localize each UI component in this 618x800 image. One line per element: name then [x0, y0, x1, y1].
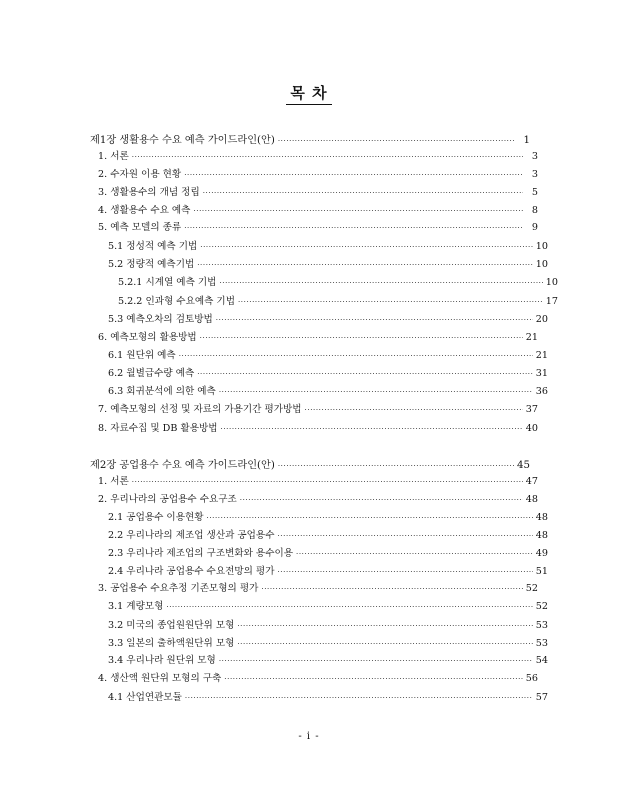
toc-leader-dots: [203, 189, 523, 197]
toc-leader-dots: [240, 496, 523, 504]
toc-entry-label: 3.1 계량모형: [108, 601, 164, 612]
toc-entry-label: 6.1 원단위 예측: [108, 350, 176, 361]
toc-page-number: 9: [531, 222, 538, 233]
toc-page-number: 10: [545, 277, 558, 288]
toc-leader-dots: [238, 298, 543, 306]
toc-entry[interactable]: [90, 689, 548, 707]
toc-entry[interactable]: [90, 580, 538, 598]
toc-leader-dots: [166, 603, 532, 611]
toc-entry-label: 5.1 정성적 예측 기법: [108, 241, 198, 252]
toc-page-number: 5: [531, 187, 538, 198]
toc-page-number: 40: [525, 423, 538, 434]
toc-entry[interactable]: [90, 238, 548, 256]
toc-page-number: 31: [535, 368, 548, 379]
toc-entry[interactable]: [90, 527, 548, 545]
toc-entry-label: 제2장 공업용수 수요 예측 가이드라인(안): [90, 460, 275, 471]
toc-leader-dots: [132, 478, 523, 486]
toc-page-number: 57: [535, 692, 548, 703]
toc-entry-label: 2. 우리나라의 공업용수 수요구조: [98, 494, 237, 505]
toc-entry[interactable]: [90, 365, 548, 383]
toc-entry[interactable]: [90, 509, 548, 527]
toc-leader-dots: [197, 370, 533, 378]
toc-leader-dots: [216, 316, 533, 324]
toc-entry-label: 1. 서론: [98, 151, 129, 162]
toc-entry-label: 3. 생활용수의 개념 정립: [98, 187, 200, 198]
toc-page-number: 56: [525, 673, 538, 684]
toc-entry[interactable]: [90, 311, 548, 329]
toc-leader-dots: [193, 207, 523, 215]
toc-entry[interactable]: [90, 598, 548, 616]
toc-leader-dots: [200, 243, 533, 251]
toc-leader-dots: [305, 406, 523, 414]
toc-entry[interactable]: [90, 383, 548, 401]
toc-page-number: 3: [531, 169, 538, 180]
toc-page-number: 49: [535, 548, 548, 559]
toc-entry[interactable]: [90, 420, 538, 438]
toc-page-number: 10: [535, 259, 548, 270]
toc-entry-label: 4. 생산액 원단위 모형의 구축: [98, 673, 222, 684]
toc-entry-label: 6.3 회귀분석에 의한 예측: [108, 386, 216, 397]
toc-page-number: 53: [535, 620, 548, 631]
toc-page-number: 21: [525, 332, 538, 343]
toc-page-number: 48: [535, 512, 548, 523]
toc-entry[interactable]: [90, 491, 538, 509]
toc-entry[interactable]: [90, 274, 558, 292]
toc-leader-dots: [185, 694, 533, 702]
toc-entry-label: 4. 생활용수 수요 예측: [98, 205, 191, 216]
toc-entry-label: 7. 예측모형의 선정 및 자료의 가용기간 평가방법: [98, 404, 302, 415]
toc-entry-label: 제1장 생활용수 수요 예측 가이드라인(안): [90, 135, 275, 146]
page-title: 목 차: [0, 82, 618, 105]
toc-leader-dots: [184, 171, 523, 179]
toc-leader-dots: [132, 153, 523, 161]
toc-leader-dots: [224, 675, 522, 683]
toc-entry-label: 5.2.2 인과형 수요예측 기법: [118, 296, 235, 307]
toc-page-number: 1: [523, 135, 530, 146]
toc-leader-dots: [219, 388, 533, 396]
toc-leader-dots: [296, 550, 533, 558]
toc-page-number: 3: [531, 151, 538, 162]
toc-entry-label: 5.2 정량적 예측기법: [108, 259, 195, 270]
toc-entry[interactable]: [90, 329, 538, 347]
toc-entry-label: 3.2 미국의 종업원원단위 모형: [108, 620, 235, 631]
toc-entry-label: 1. 서론: [98, 476, 129, 487]
toc-chapter-entry[interactable]: [90, 456, 530, 474]
toc-page-number: 51: [535, 566, 548, 577]
toc-page-number: 54: [535, 655, 548, 666]
toc-leader-dots: [179, 352, 533, 360]
toc-entry[interactable]: [90, 148, 538, 166]
toc-leader-dots: [221, 425, 523, 433]
toc-entry[interactable]: [90, 293, 558, 311]
toc-entry[interactable]: [90, 219, 538, 237]
toc-entry-label: 5. 예측 모델의 종류: [98, 222, 182, 233]
toc-entry-label: 2.2 우리나라의 제조업 생산과 공업용수: [108, 530, 275, 541]
toc-entry-label: 3.3 일본의 출하액원단위 모형: [108, 638, 235, 649]
toc-entry[interactable]: [90, 166, 538, 184]
toc-entry-label: 2. 수자원 이용 현황: [98, 169, 182, 180]
toc-entry[interactable]: [90, 563, 548, 581]
toc-entry[interactable]: [90, 256, 548, 274]
toc-leader-dots: [277, 532, 532, 540]
toc-entry-label: 2.3 우리나라 제조업의 구조변화와 용수이용: [108, 548, 294, 559]
toc-leader-dots: [207, 514, 533, 522]
toc-leader-dots: [278, 462, 514, 470]
toc-leader-dots: [197, 261, 533, 269]
toc-page-number: 20: [535, 314, 548, 325]
toc-page-number: 8: [531, 205, 538, 216]
toc-entry-label: 3. 공업용수 수요추정 기존모형의 평가: [98, 583, 259, 594]
toc-entry-label: 8. 자료수집 및 DB 활용방법: [98, 423, 218, 434]
toc-entry-label: 6.2 월별급수량 예측: [108, 368, 195, 379]
toc-leader-dots: [261, 585, 522, 593]
toc-page-number: 21: [535, 350, 548, 361]
toc-leader-dots: [237, 622, 532, 630]
toc-page-number: 48: [535, 530, 548, 541]
toc-leader-dots: [184, 224, 523, 232]
toc-entry[interactable]: [90, 184, 538, 202]
toc-page-number: 52: [535, 601, 548, 612]
toc-page-number: 53: [535, 638, 548, 649]
toc-entry[interactable]: [90, 473, 538, 491]
toc-page-number: 52: [525, 583, 538, 594]
toc-entry[interactable]: [90, 202, 538, 220]
page-number-footer: - i -: [298, 731, 320, 742]
toc-entry[interactable]: [90, 670, 538, 688]
toc-leader-dots: [277, 568, 532, 576]
toc-entry-label: 3.4 우리나라 원단위 모형: [108, 655, 216, 666]
toc-entry-label: 5.2.1 시계열 예측 기법: [118, 277, 217, 288]
toc-page-number: 45: [517, 460, 530, 471]
toc-entry-label: 2.4 우리나라 공업용수 수요전망의 평가: [108, 566, 275, 577]
toc-entry[interactable]: [90, 617, 548, 635]
toc-leader-dots: [219, 657, 533, 665]
toc-page-number: 36: [535, 386, 548, 397]
toc-page-number: 10: [535, 241, 548, 252]
toc-entry[interactable]: [90, 545, 548, 563]
toc-page-number: 47: [525, 476, 538, 487]
toc-chapter-entry[interactable]: [90, 131, 530, 149]
toc-page-number: 48: [525, 494, 538, 505]
toc-page-number: 37: [525, 404, 538, 415]
toc-entry-label: 4.1 산업연관모듈: [108, 692, 182, 703]
toc-entry[interactable]: [90, 401, 538, 419]
toc-entry[interactable]: [90, 652, 548, 670]
toc-entry[interactable]: [90, 347, 548, 365]
toc-entry-label: 6. 예측모형의 활용방법: [98, 332, 197, 343]
toc-leader-dots: [200, 334, 523, 342]
toc-leader-dots: [237, 640, 532, 648]
toc-leader-dots: [278, 137, 515, 145]
toc-page-number: 17: [545, 296, 558, 307]
toc-entry-label: 5.3 예측오차의 검토방법: [108, 314, 213, 325]
toc-entry-label: 2.1 공업용수 이용현황: [108, 512, 204, 523]
toc-leader-dots: [219, 279, 542, 287]
toc-entry[interactable]: [90, 635, 548, 653]
